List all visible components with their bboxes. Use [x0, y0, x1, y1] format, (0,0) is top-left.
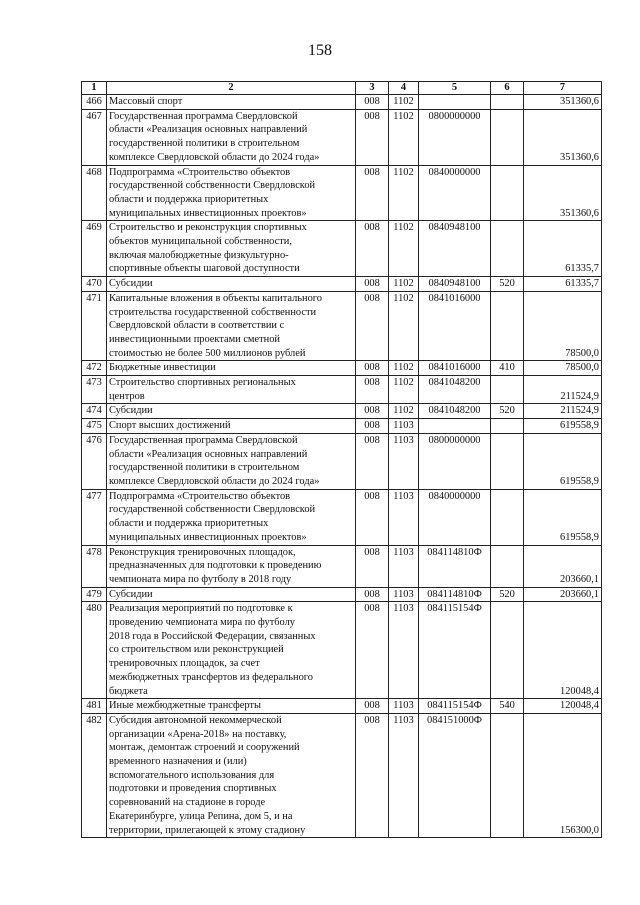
- table-row: [82, 361, 602, 376]
- row-name-line: Подпрограмма «Строительство объектов: [109, 490, 291, 502]
- row-number: 478: [82, 545, 107, 587]
- row-name-line: Бюджетные инвестиции: [109, 362, 216, 374]
- ministry-code: 008: [356, 489, 389, 545]
- row-name-line: муниципальных инвестиционных проектов»: [109, 531, 307, 543]
- row-name-line: Реконструкция тренировочных площадок,: [109, 546, 296, 558]
- row-name-line: государственной собственности Свердловской: [109, 180, 316, 192]
- section-code: 1103: [389, 602, 419, 699]
- row-number: 474: [82, 404, 107, 419]
- header-row: [82, 82, 602, 95]
- section-code: 1103: [389, 433, 419, 489]
- row-sum: 619558,9: [524, 419, 602, 434]
- ministry-code: 008: [356, 404, 389, 419]
- column-header: 7: [524, 82, 602, 95]
- row-number: 470: [82, 277, 107, 292]
- target-code: [419, 95, 491, 110]
- row-name: [107, 291, 356, 361]
- ministry-code: 008: [356, 95, 389, 110]
- expense-type-code: 410: [491, 361, 524, 376]
- target-code: 0841048200: [419, 376, 491, 404]
- table-row: [82, 489, 602, 545]
- ministry-code: 008: [356, 376, 389, 404]
- column-header: 5: [419, 82, 491, 95]
- row-sum: 156300,0: [524, 713, 602, 837]
- section-code: 1103: [389, 713, 419, 837]
- row-number: 476: [82, 433, 107, 489]
- row-number: 467: [82, 109, 107, 165]
- row-name-line: инвестиционными проектами сметной: [109, 333, 280, 345]
- row-name: [107, 489, 356, 545]
- row-name-line: Свердловской области в соответствии с: [109, 320, 285, 332]
- row-sum: 351360,6: [524, 165, 602, 221]
- row-name-line: чемпионата мира по футболу в 2018 году: [109, 573, 292, 585]
- expense-type-code: 520: [491, 404, 524, 419]
- row-name-line: территории, прилегающей к этому стадиону: [109, 824, 306, 836]
- row-name-line: монтаж, демонтаж строений и сооружений: [109, 742, 300, 754]
- ministry-code: 008: [356, 361, 389, 376]
- section-code: 1102: [389, 109, 419, 165]
- row-name-line: муниципальных инвестиционных проектов»: [109, 207, 307, 219]
- table-row: [82, 95, 602, 110]
- row-name-line: Екатеринбурге, улица Репина, дом 5, и на: [109, 810, 293, 822]
- expense-type-code: [491, 221, 524, 277]
- target-code: 0840000000: [419, 489, 491, 545]
- row-name-line: тренировочных площадок, за счет: [109, 658, 260, 670]
- table-row: [82, 376, 602, 404]
- column-header: 2: [107, 82, 356, 95]
- row-name-line: Строительство спортивных региональных: [109, 377, 296, 389]
- row-name-line: государственной политики в строительном: [109, 462, 300, 474]
- row-name: [107, 587, 356, 602]
- table-row: [82, 404, 602, 419]
- row-number: 473: [82, 376, 107, 404]
- target-code: 0841048200: [419, 404, 491, 419]
- row-name: [107, 376, 356, 404]
- row-number: 468: [82, 165, 107, 221]
- row-name-line: Строительство и реконструкция спортивных: [109, 222, 307, 234]
- row-name: [107, 109, 356, 165]
- row-name: [107, 221, 356, 277]
- row-name-line: объектов муниципальной собственности,: [109, 236, 292, 248]
- table-row: [82, 545, 602, 587]
- row-sum: 120048,4: [524, 602, 602, 699]
- row-name-line: Государственная программа Свердловской: [109, 110, 298, 122]
- target-code: 084114810Ф: [419, 587, 491, 602]
- row-name-line: со строительством или реконструкцией: [109, 644, 284, 656]
- row-name-line: Массовый спорт: [109, 96, 183, 107]
- row-name-line: Субсидия автономной некоммерческой: [109, 714, 282, 726]
- expense-type-code: [491, 109, 524, 165]
- row-name-line: Подпрограмма «Строительство объектов: [109, 166, 291, 178]
- row-name-line: центров: [109, 390, 145, 402]
- row-name: [107, 277, 356, 292]
- row-name-line: области «Реализация основных направлений: [109, 448, 308, 460]
- column-header: 1: [82, 82, 107, 95]
- row-name-line: строительства государственной собственности: [109, 306, 317, 318]
- row-number: 480: [82, 602, 107, 699]
- table-row: [82, 587, 602, 602]
- ministry-code: 008: [356, 602, 389, 699]
- row-name-line: Субсидии: [109, 278, 153, 290]
- ministry-code: 008: [356, 419, 389, 434]
- row-name-line: предназначенных для подготовки к проведению: [109, 560, 322, 572]
- row-sum: 351360,6: [524, 109, 602, 165]
- row-name-line: межбюджетных трансфертов из федерального: [109, 671, 313, 683]
- section-code: 1102: [389, 361, 419, 376]
- row-name-line: 2018 года в Российской Федерации, связанных: [109, 630, 316, 642]
- table-row: [82, 277, 602, 292]
- row-number: 477: [82, 489, 107, 545]
- section-code: 1103: [389, 419, 419, 434]
- row-name-line: Спорт высших достижений: [109, 420, 231, 432]
- row-number: 469: [82, 221, 107, 277]
- row-name-line: проведению чемпионата мира по футболу: [109, 617, 295, 629]
- ministry-code: 008: [356, 699, 389, 714]
- ministry-code: 008: [356, 433, 389, 489]
- section-code: 1103: [389, 587, 419, 602]
- section-code: 1103: [389, 699, 419, 714]
- page-number: 158: [308, 42, 332, 59]
- row-sum: 61335,7: [524, 277, 602, 292]
- row-name-line: государственной политики в строительном: [109, 138, 300, 150]
- row-sum: 203660,1: [524, 545, 602, 587]
- row-sum: 619558,9: [524, 489, 602, 545]
- row-number: 482: [82, 713, 107, 837]
- row-sum: 619558,9: [524, 433, 602, 489]
- row-name-line: комплексе Свердловской области до 2024 года»: [109, 151, 320, 163]
- section-code: 1102: [389, 404, 419, 419]
- row-number: 481: [82, 699, 107, 714]
- row-name-line: области «Реализация основных направлений: [109, 124, 308, 136]
- row-name: [107, 713, 356, 837]
- table-row: [82, 221, 602, 277]
- table-row: [82, 433, 602, 489]
- target-code: 084151000Ф: [419, 713, 491, 837]
- section-code: 1102: [389, 376, 419, 404]
- row-name-line: временного назначения и (или): [109, 756, 247, 768]
- ministry-code: 008: [356, 165, 389, 221]
- row-name-line: Капитальные вложения в объекты капитального: [109, 292, 322, 304]
- row-name-line: государственной собственности Свердловской: [109, 504, 316, 516]
- target-code: 0840948100: [419, 221, 491, 277]
- row-sum: 203660,1: [524, 587, 602, 602]
- section-code: 1102: [389, 165, 419, 221]
- row-number: 472: [82, 361, 107, 376]
- target-code: 084114810Ф: [419, 545, 491, 587]
- expense-type-code: [491, 419, 524, 434]
- target-code: 0800000000: [419, 433, 491, 489]
- row-number: 479: [82, 587, 107, 602]
- row-sum: 351360,6: [524, 95, 602, 110]
- expense-type-code: 520: [491, 587, 524, 602]
- row-name-line: соревнований на стадионе в городе: [109, 797, 266, 809]
- row-name-line: подготовки и проведения спортивных: [109, 783, 277, 795]
- row-sum: 61335,7: [524, 221, 602, 277]
- section-code: 1102: [389, 95, 419, 110]
- row-sum: 211524,9: [524, 404, 602, 419]
- expense-type-code: [491, 545, 524, 587]
- row-name: [107, 699, 356, 714]
- row-sum: 78500,0: [524, 361, 602, 376]
- table-row: [82, 291, 602, 361]
- column-header: 4: [389, 82, 419, 95]
- ministry-code: 008: [356, 109, 389, 165]
- budget-table: [81, 81, 602, 838]
- target-code: 0841016000: [419, 291, 491, 361]
- row-sum: 78500,0: [524, 291, 602, 361]
- ministry-code: 008: [356, 291, 389, 361]
- row-name: [107, 545, 356, 587]
- row-name-line: стоимостью не более 500 миллионов рублей: [109, 347, 306, 359]
- expense-type-code: [491, 602, 524, 699]
- row-name: [107, 165, 356, 221]
- ministry-code: 008: [356, 713, 389, 837]
- expense-type-code: [491, 376, 524, 404]
- row-sum: 211524,9: [524, 376, 602, 404]
- target-code: 0840000000: [419, 165, 491, 221]
- ministry-code: 008: [356, 545, 389, 587]
- table-row: [82, 699, 602, 714]
- table-row: [82, 109, 602, 165]
- target-code: 0841016000: [419, 361, 491, 376]
- row-number: 466: [82, 95, 107, 110]
- table-row: [82, 713, 602, 837]
- row-name-line: Субсидии: [109, 588, 153, 600]
- expense-type-code: 520: [491, 277, 524, 292]
- row-name-line: Государственная программа Свердловской: [109, 434, 298, 446]
- section-code: 1102: [389, 291, 419, 361]
- row-name-line: комплексе Свердловской области до 2024 года»: [109, 475, 320, 487]
- row-name: [107, 404, 356, 419]
- row-name-line: Реализация мероприятий по подготовке к: [109, 603, 293, 615]
- column-header: 6: [491, 82, 524, 95]
- ministry-code: 008: [356, 587, 389, 602]
- expense-type-code: [491, 433, 524, 489]
- ministry-code: 008: [356, 221, 389, 277]
- section-code: 1102: [389, 221, 419, 277]
- section-code: 1103: [389, 489, 419, 545]
- row-name-line: вспомогательного использования для: [109, 769, 275, 781]
- target-code: 0800000000: [419, 109, 491, 165]
- column-header: 3: [356, 82, 389, 95]
- row-name-line: бюджета: [109, 685, 148, 697]
- row-name-line: Субсидии: [109, 405, 153, 417]
- row-number: 471: [82, 291, 107, 361]
- row-name-line: спортивные объекты шаговой доступности: [109, 263, 300, 275]
- expense-type-code: [491, 95, 524, 110]
- row-name-line: области и поддержка приоритетных: [109, 518, 269, 530]
- target-code: 084115154Ф: [419, 699, 491, 714]
- table-row: [82, 602, 602, 699]
- section-code: 1102: [389, 277, 419, 292]
- table-row: [82, 165, 602, 221]
- row-sum: 120048,4: [524, 699, 602, 714]
- row-name-line: области и поддержка приоритетных: [109, 193, 269, 205]
- row-name: [107, 361, 356, 376]
- row-name-line: организации «Арена-2018» на поставку,: [109, 728, 287, 740]
- table-body: [82, 95, 602, 838]
- expense-type-code: [491, 713, 524, 837]
- expense-type-code: [491, 165, 524, 221]
- row-name: [107, 95, 356, 110]
- target-code: 0840948100: [419, 277, 491, 292]
- table-row: [82, 419, 602, 434]
- section-code: 1103: [389, 545, 419, 587]
- expense-type-code: [491, 291, 524, 361]
- row-name-line: Иные межбюджетные трансферты: [109, 700, 261, 712]
- row-name-line: включая малобюджетные физкультурно-: [109, 249, 289, 261]
- expense-type-code: [491, 489, 524, 545]
- row-name: [107, 433, 356, 489]
- expense-type-code: 540: [491, 699, 524, 714]
- target-code: 084115154Ф: [419, 602, 491, 699]
- ministry-code: 008: [356, 277, 389, 292]
- target-code: [419, 419, 491, 434]
- row-name: [107, 419, 356, 434]
- row-number: 475: [82, 419, 107, 434]
- row-name: [107, 602, 356, 699]
